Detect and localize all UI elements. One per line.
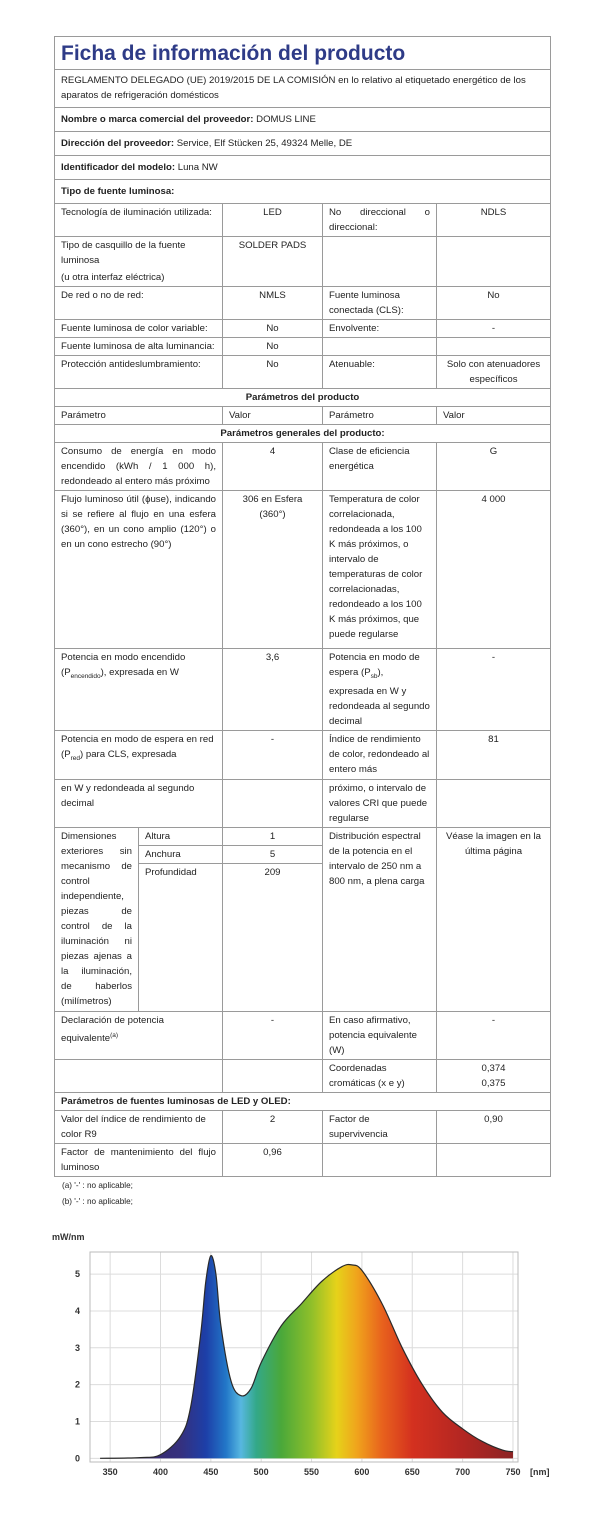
cls-label: Fuente luminosa conectada (CLS): [323,287,437,320]
value-header: Valor [437,407,551,425]
r9-value: 2 [223,1110,323,1143]
empty-cell [437,237,551,287]
y-tick-label: 3 [74,1342,80,1353]
y-tick-label: 2 [74,1379,80,1390]
flux-value: 306 en Esfera (360°) [223,491,323,649]
pon-label [55,649,223,731]
cri-value: 81 [437,730,551,779]
pon-label-a: Potencia en modo encendido (P [61,652,186,678]
surv-label: Factor de supervivencia [323,1110,437,1143]
depth-label: Profundidad [139,863,223,1011]
param-header: Parámetro [55,407,223,425]
model-label: Identificador del modelo: [61,162,176,173]
mains-value: NMLS [223,287,323,320]
glare-value: No [223,356,323,389]
mains-label: De red o no de red: [55,287,223,320]
empty-cell [437,338,551,356]
spd-label: Distribución espectral de la potencia en el intervalo de 250 nm a 800 nm, a plena carga [323,827,437,1011]
surv-value: 0,90 [437,1110,551,1143]
x-tick-label: 700 [455,1467,471,1477]
class-value: G [437,443,551,491]
empty-cell [323,338,437,356]
chroma-y: 0,375 [481,1077,506,1089]
spd-value: Véase la imagen en la última página [437,827,551,1011]
psb-sub: sb [370,672,378,680]
pnet-label [55,730,223,779]
x-tick-label: 600 [354,1467,370,1477]
energy-value: 4 [223,443,323,491]
tech-label: Tecnología de iluminación utilizada: [55,204,223,237]
address-value: Service, Elf Stücken 25, 49324 Melle, DE [176,138,353,149]
empty-cell [437,1143,551,1176]
pnet-label-a: Potencia en modo de espera en red (P [61,733,214,760]
cct-value: 4 000 [437,491,551,649]
nondir-label: No direccional o direccional: [323,204,437,237]
dim-label: Atenuable: [323,356,437,389]
eqw-label: En caso afirmativo, potencia equivalente (W) [323,1011,437,1059]
footnote-a: (a) '-' : no aplicable; [62,1180,133,1190]
dims-label: Dimensiones exteriores sin mecanismo de control independiente, piezas de control de la iluminación ni piezas ajenas a la iluminación, de haberlos (milímetros) [55,827,139,1011]
empty-cell [323,237,437,287]
env-label: Envolvente: [323,320,437,338]
empty-cell [223,779,323,827]
eqp-label [55,1011,223,1059]
y-tick-label: 5 [74,1269,80,1280]
regulation-text: REGLAMENTO DELEGADO (UE) 2019/2015 DE LA COMISIÓN en lo relativo al etiquetado energético de los aparatos de refrigeración domésticos [55,70,551,108]
param-header: Parámetro [323,407,437,425]
nondir-value: NDLS [437,204,551,237]
class-label: Clase de eficiencia energética [323,443,437,491]
ctl-label: Fuente luminosa de color variable: [55,320,223,338]
y-tick-label: 1 [74,1416,80,1427]
r9-label: Valor del índice de rendimiento de color R9 [55,1110,223,1143]
cap-label-cell [55,237,223,287]
y-tick-label: 4 [74,1305,80,1316]
chroma-label: Coordenadas cromáticas (x e y) [323,1059,437,1092]
pon-value: 3,6 [223,649,323,731]
empty-cell [323,1143,437,1176]
empty-cell [437,779,551,827]
page-title: Ficha de información del producto [55,37,551,70]
info-table [54,36,551,1177]
psb-label [323,649,437,731]
chroma-x: 0,374 [481,1062,506,1074]
cri-label-cont: próximo, o intervalo de valores CRI que puede regularse [323,779,437,827]
x-axis-label: [nm] [530,1467,550,1477]
supplier-row [55,108,551,132]
led-params-heading: Parámetros de fuentes luminosas de LED y OLED: [55,1092,551,1110]
psb-label-b: ), expresada en W y redondeada al segundo decimal [329,667,430,727]
product-information-sheet [54,36,550,1209]
general-params-heading: Parámetros generales del producto: [55,425,551,443]
height-label: Altura [139,827,223,845]
chroma-value [437,1059,551,1092]
height-value: 1 [223,827,323,845]
hl-label: Fuente luminosa de alta luminancia: [55,338,223,356]
cls-value: No [437,287,551,320]
spectral-chart-svg [30,1232,590,1492]
tech-value: LED [223,204,323,237]
glare-label: Protección antideslumbramiento: [55,356,223,389]
eqp-sup: (a) [110,1031,119,1039]
cap-label: Tipo de casquillo de la fuente luminosa [61,240,186,266]
hl-value: No [223,338,323,356]
eqw-value: - [437,1011,551,1059]
flux-label: Flujo luminoso útil (ϕuse), indicando si se refiere al flujo en una esfera (360°), en un cono amplio (120°) o en un cono estrecho (90°) [55,491,223,649]
x-tick-label: 550 [304,1467,320,1477]
psb-label-a: Potencia en modo de espera (P [329,652,420,678]
value-header: Valor [223,407,323,425]
x-tick-label: 450 [203,1467,219,1477]
x-tick-label: 650 [404,1467,420,1477]
x-tick-label: 400 [152,1467,169,1477]
model-row [55,156,551,180]
pnet-sub: red [70,754,80,762]
depth-value: 209 [223,863,323,1011]
cap-value: SOLDER PADS [223,237,323,287]
supplier-label: Nombre o marca comercial del proveedor: [61,114,254,125]
y-axis-label: mW/nm [52,1232,85,1242]
psb-value: - [437,649,551,731]
x-tick-label: 500 [253,1467,269,1477]
cap-label-2: (u otra interfaz eléctrica) [61,272,165,283]
empty-cell [55,1059,223,1092]
pon-label-b: ), expresada en W [100,667,179,678]
pnet-value: - [223,730,323,779]
pnet-label-b: ) para CLS, expresada [80,748,177,760]
empty-cell [223,1059,323,1092]
width-label: Anchura [139,845,223,863]
x-tick-label: 750 [505,1467,521,1477]
spectrum-area [100,1256,513,1459]
address-row [55,132,551,156]
pon-sub: encendido [70,672,101,680]
eqp-label-text: Declaración de potencia equivalente [61,1014,164,1045]
model-value: Luna NW [177,162,218,173]
pnet-label-cont: en W y redondeada al segundo decimal [55,779,223,827]
ctl-value: No [223,320,323,338]
address-label: Dirección del proveedor: [61,138,175,149]
x-tick-label: 350 [102,1467,118,1477]
maint-value: 0,96 [223,1143,323,1176]
eqp-value: - [223,1011,323,1059]
y-tick-label: 0 [74,1453,80,1464]
spectral-chart [30,1232,590,1492]
maint-label: Factor de mantenimiento del flujo luminoso [55,1143,223,1176]
width-value: 5 [223,845,323,863]
energy-label: Consumo de energía en modo encendido (kWh / 1 000 h), redondeado al entero más próximo [55,443,223,491]
env-value: - [437,320,551,338]
footnote-b: (b) '-' : no aplicable; [62,1196,133,1206]
light-source-type-heading: Tipo de fuente luminosa: [55,180,551,204]
supplier-value: DOMUS LINE [256,114,316,125]
cct-label: Temperatura de color correlacionada, redondeada a los 100 K más próximos, o intervalo de temperaturas de color correlacionadas, redondeado a los 100 K más próximos, que puede regularse [323,491,437,649]
product-params-heading: Parámetros del producto [55,389,551,407]
dim-value: Solo con atenuadores específicos [437,356,551,389]
cri-label: Índice de rendimiento de color, redondeado al entero más [323,730,437,779]
